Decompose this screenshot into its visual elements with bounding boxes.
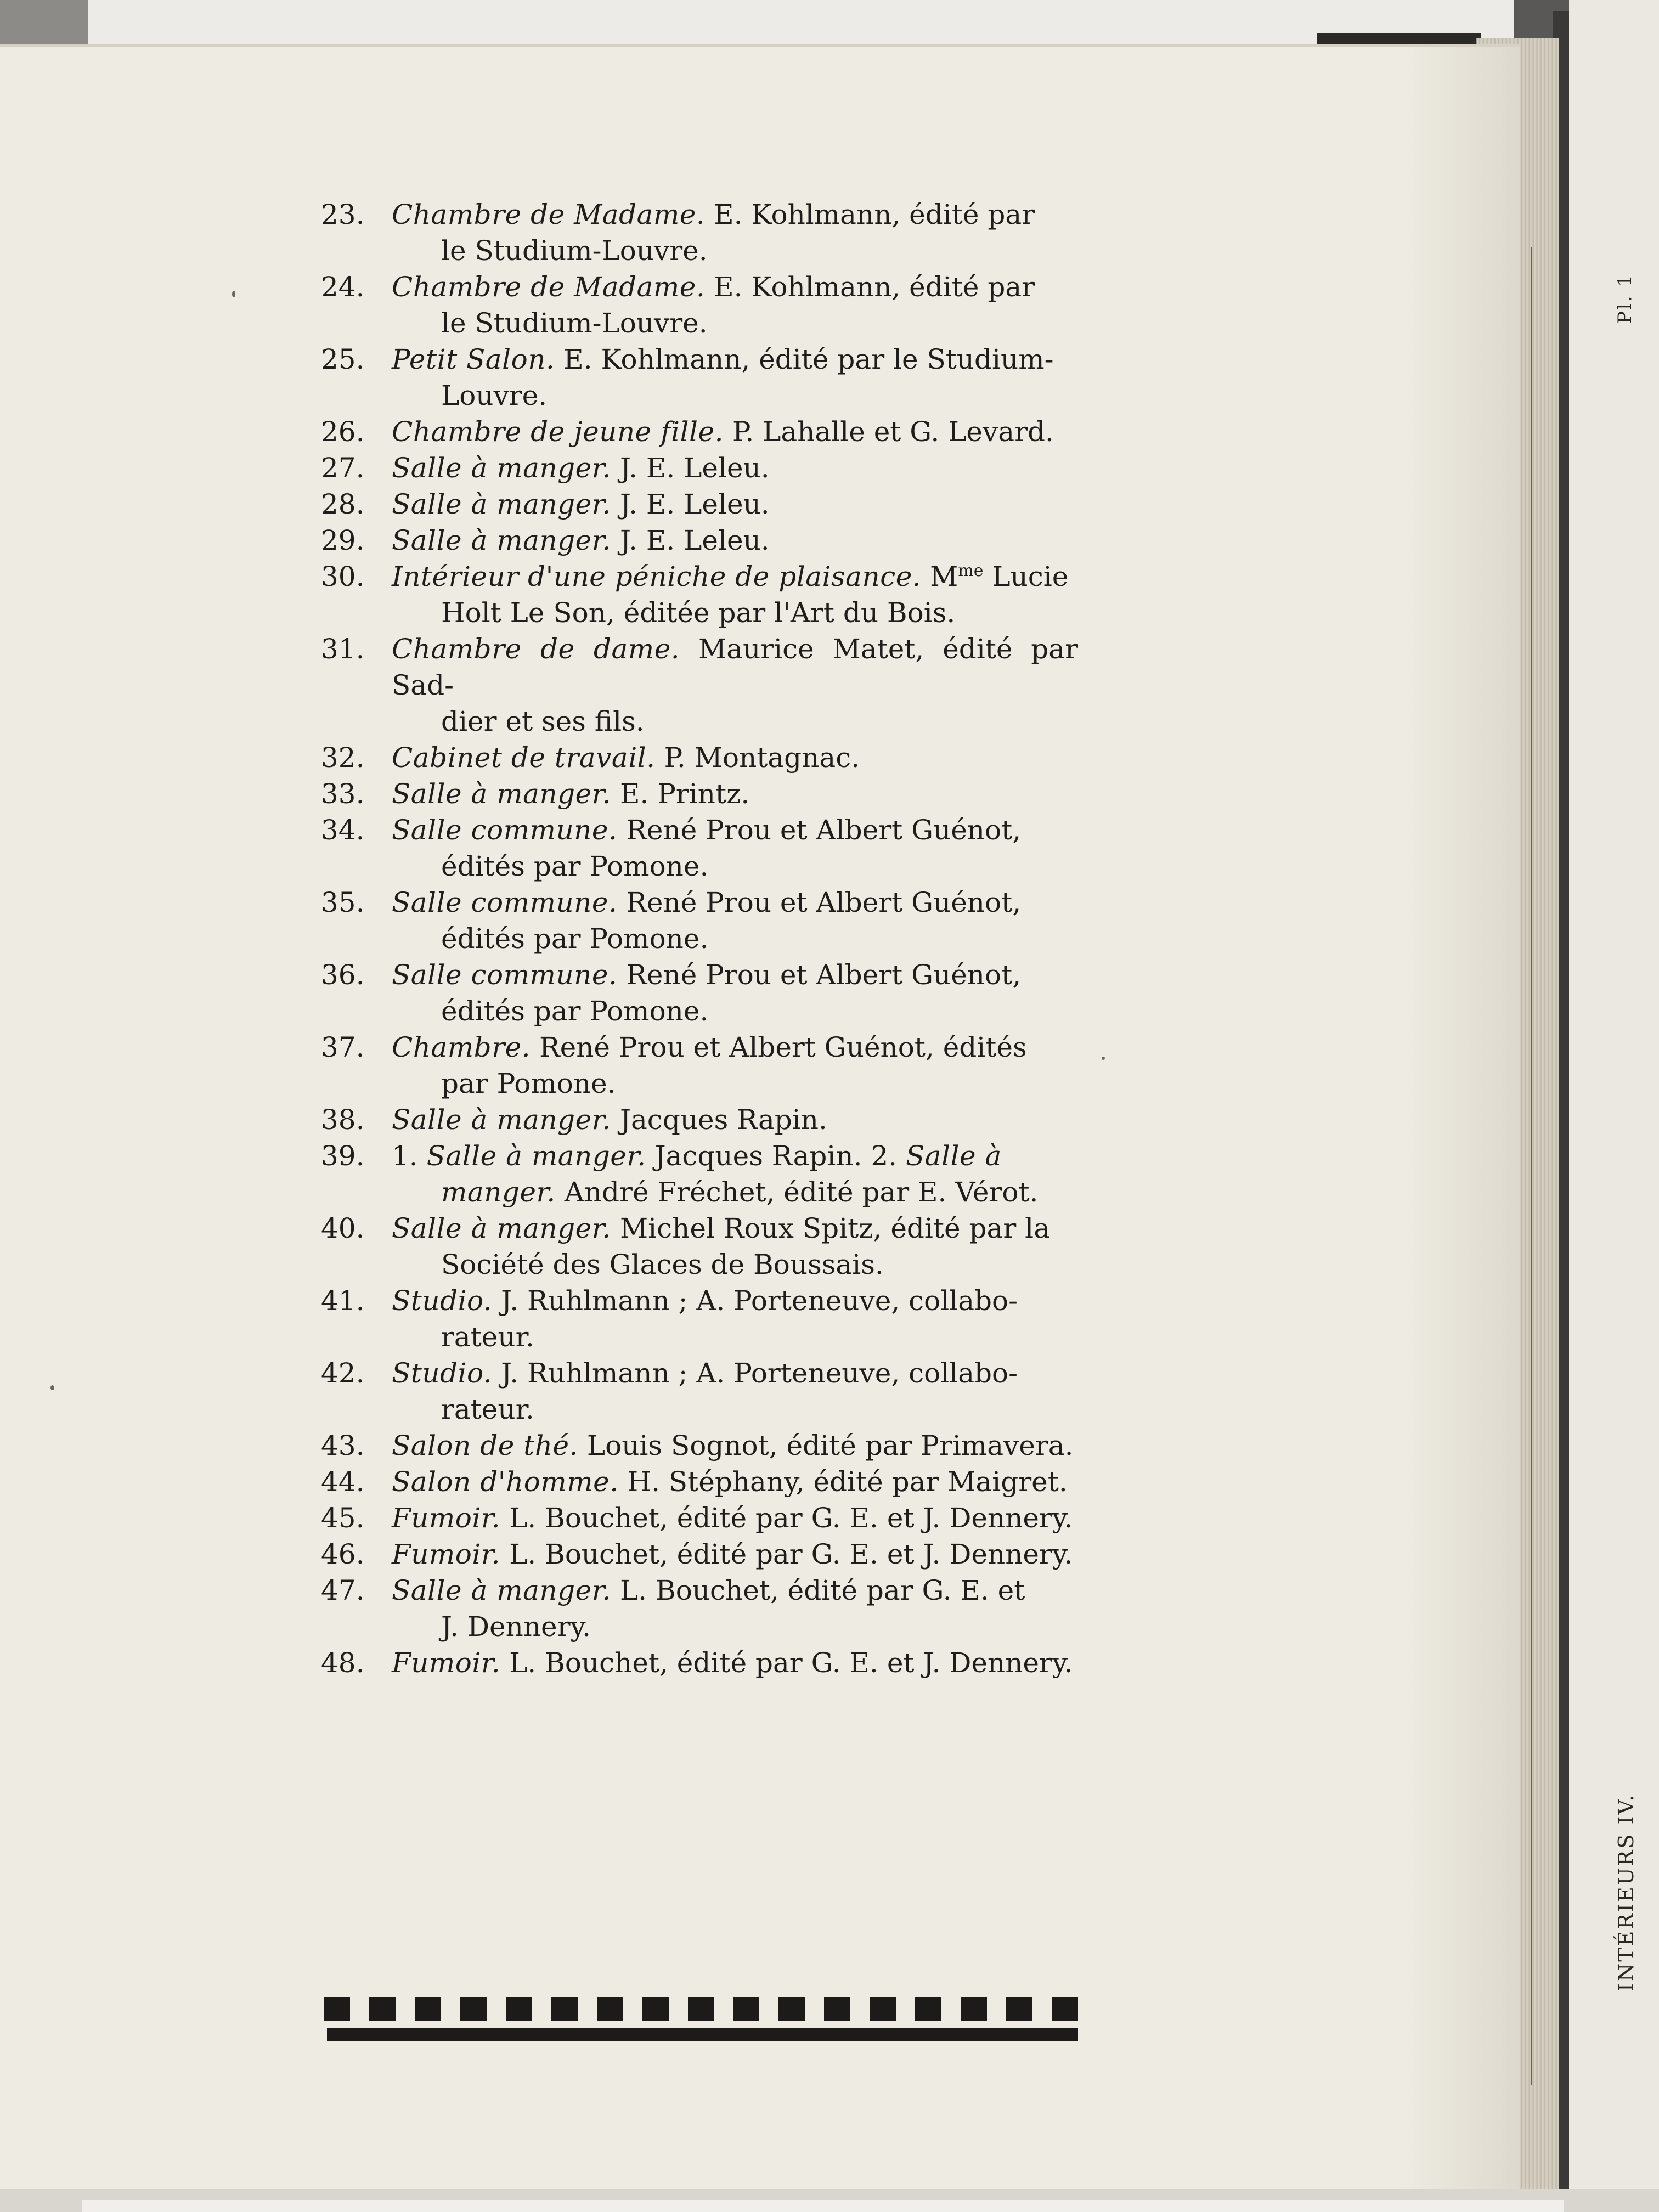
- entry-line: [392, 196, 1078, 233]
- entry-line: [392, 776, 1078, 812]
- plate-number: 23.: [321, 199, 365, 230]
- entry-line: [392, 341, 1078, 377]
- entry-continuation: [392, 1609, 1078, 1645]
- list-item: [321, 776, 1078, 812]
- designer-text: Société des Glaces de Boussais.: [441, 1249, 884, 1280]
- plate-number: 29.: [321, 524, 365, 556]
- plate-number: 40.: [321, 1212, 365, 1244]
- entry-line: [392, 1102, 1078, 1138]
- designer-text: P. Montagnac.: [655, 742, 860, 774]
- designer-text: par Pomone.: [441, 1068, 616, 1099]
- plate-number: 48.: [321, 1647, 365, 1679]
- entry-line: [392, 631, 1078, 703]
- designer-text: Lucie: [983, 561, 1069, 592]
- entry-continuation: [392, 993, 1078, 1029]
- room-title: Salle commune.: [392, 887, 618, 918]
- entry-continuation: [392, 233, 1078, 269]
- plate-number: 41.: [321, 1285, 365, 1317]
- list-item: [321, 1355, 1078, 1427]
- ornament-square: [1052, 1997, 1078, 2021]
- entry-line: [392, 414, 1078, 450]
- ornament-square: [915, 1997, 941, 2021]
- entry-continuation: [392, 1246, 1078, 1283]
- room-title: Salle à manger.: [392, 524, 612, 556]
- plate-number: 44.: [321, 1466, 365, 1498]
- plate-number: 26.: [321, 416, 365, 448]
- entry-line: [392, 1283, 1078, 1319]
- volume-title: INTÉRIEURS IV.: [1614, 1793, 1638, 1991]
- entry-continuation: [392, 595, 1078, 631]
- room-title: Fumoir.: [392, 1502, 501, 1534]
- plate-number: 36.: [321, 959, 365, 991]
- list-item: [321, 522, 1078, 558]
- plate-number: 46.: [321, 1538, 365, 1570]
- list-item: [321, 631, 1078, 740]
- room-title: Chambre de jeune fille.: [392, 416, 724, 448]
- room-title: Salle commune.: [392, 814, 618, 846]
- designer-text: René Prou et Albert Guénot,: [617, 814, 1022, 846]
- room-title: Studio.: [392, 1357, 493, 1389]
- ornament-square: [778, 1997, 805, 2021]
- designer-text: René Prou et Albert Guénot,: [617, 959, 1022, 991]
- plate-label: Pl. 1: [1614, 273, 1636, 324]
- designer-text: René Prou et Albert Guénot,: [617, 887, 1022, 918]
- designer-text: édités par Pomone.: [441, 850, 709, 882]
- list-item: [321, 1210, 1078, 1283]
- designer-text: Louis Sognot, édité par Primavera.: [578, 1430, 1074, 1462]
- room-title: Studio.: [392, 1285, 493, 1317]
- plate-number: 30.: [321, 561, 365, 592]
- entry-line: [392, 1355, 1078, 1391]
- page-gutter-shadow: [1404, 47, 1520, 2205]
- designer-text: E. Printz.: [611, 778, 750, 810]
- dust-speck: [1102, 1057, 1105, 1060]
- plate-number: 45.: [321, 1502, 365, 1534]
- plate-number: 47.: [321, 1575, 365, 1606]
- list-item: [321, 414, 1078, 450]
- designer-text: P. Lahalle et G. Levard.: [724, 416, 1054, 448]
- designer-text: Jacques Rapin. 2.: [646, 1140, 906, 1172]
- dust-speck: [232, 291, 235, 297]
- entry-line: [392, 1138, 1078, 1174]
- entry-line: [392, 486, 1078, 522]
- entry-line: [392, 522, 1078, 558]
- entry-line: [392, 1427, 1078, 1464]
- list-item: [321, 1427, 1078, 1464]
- designer-text: Louvre.: [441, 380, 548, 411]
- designer-text: Holt Le Son, éditée par l'Art du Bois.: [441, 597, 956, 629]
- designer-text: E. Kohlmann, édité par le Studium-: [555, 343, 1054, 375]
- plate-number: 33.: [321, 778, 365, 810]
- list-item: [321, 486, 1078, 522]
- entry-continuation: [392, 703, 1078, 740]
- entry-continuation: [392, 305, 1078, 341]
- room-title: Chambre de dame.: [392, 633, 680, 665]
- room-title: Chambre de Madame.: [392, 271, 706, 303]
- ornament-square: [642, 1997, 669, 2021]
- page-gutter-line: [1531, 247, 1532, 2085]
- plate-number: 42.: [321, 1357, 365, 1389]
- room-title: Salon d'homme.: [392, 1466, 619, 1498]
- room-title: Salle commune.: [392, 959, 618, 991]
- entry-continuation: [392, 848, 1078, 884]
- list-item: [321, 1464, 1078, 1500]
- ornament-bar: [327, 2028, 1078, 2041]
- designer-text: Michel Roux Spitz, édité par la: [611, 1212, 1050, 1244]
- entry-line: [392, 1572, 1078, 1609]
- room-title: Chambre de Madame.: [392, 199, 706, 230]
- room-title: Salle à manger.: [392, 1212, 612, 1244]
- list-item: [321, 450, 1078, 486]
- ornament-square: [870, 1997, 896, 2021]
- plate-list: [321, 196, 1078, 1681]
- background-paper-top: [88, 0, 1514, 49]
- designer-text: H. Stéphany, édité par Maigret.: [618, 1466, 1068, 1498]
- entry-prefix: 1.: [392, 1140, 427, 1172]
- entry-line: [392, 269, 1078, 305]
- room-title: Salle à: [905, 1140, 1002, 1172]
- ornament-square: [369, 1997, 396, 2021]
- ornament-square: [1006, 1997, 1032, 2021]
- ornament-square: [824, 1997, 850, 2021]
- room-title: Chambre.: [392, 1031, 531, 1063]
- designer-text: J. Ruhlmann ; A. Porteneuve, collabo-: [492, 1357, 1018, 1389]
- designer-text: rateur.: [441, 1321, 534, 1353]
- entry-line: [392, 450, 1078, 486]
- entry-continuation: [392, 1391, 1078, 1427]
- ornament-square: [551, 1997, 578, 2021]
- ornament-square: [324, 1997, 350, 2021]
- entry-continuation: [392, 1174, 1078, 1210]
- room-title: Salle à manger.: [426, 1140, 646, 1172]
- plate-number: 34.: [321, 814, 365, 846]
- plate-number: 32.: [321, 742, 365, 774]
- ornament-square: [688, 1997, 714, 2021]
- designer-text: L. Bouchet, édité par G. E. et J. Dennery.: [500, 1538, 1073, 1570]
- entry-line: [392, 812, 1078, 848]
- designer-text: J. Ruhlmann ; A. Porteneuve, collabo-: [492, 1285, 1018, 1317]
- entry-line: [392, 1500, 1078, 1536]
- room-title: Cabinet de travail.: [392, 742, 656, 774]
- room-title: manger.: [441, 1176, 556, 1208]
- plate-number: 28.: [321, 488, 365, 520]
- ornament-square: [961, 1997, 987, 2021]
- plate-number: 31.: [321, 633, 365, 665]
- list-item: [321, 812, 1078, 884]
- entry-line: [392, 1029, 1078, 1065]
- room-title: Salle à manger.: [392, 488, 612, 520]
- room-title: Intérieur d'une péniche de plaisance.: [392, 561, 922, 592]
- ornament-square: [733, 1997, 759, 2021]
- entry-continuation: [392, 1319, 1078, 1355]
- designer-text: E. Kohlmann, édité par: [705, 199, 1035, 230]
- list-item: [321, 884, 1078, 957]
- room-title: Salle à manger.: [392, 1575, 612, 1606]
- list-item: [321, 1536, 1078, 1572]
- designer-text: rateur.: [441, 1393, 534, 1425]
- list-item: [321, 558, 1078, 631]
- designer-text: M: [921, 561, 958, 592]
- designer-text: le Studium-Louvre.: [441, 235, 708, 267]
- entry-line: [392, 884, 1078, 921]
- plate-number: 35.: [321, 887, 365, 918]
- list-item: [321, 341, 1078, 414]
- entry-line: [392, 1464, 1078, 1500]
- dust-speck: [50, 1385, 54, 1390]
- entry-line: [392, 1536, 1078, 1572]
- plate-number: 25.: [321, 343, 365, 375]
- designer-text: L. Bouchet, édité par G. E. et J. Dennery.: [500, 1502, 1073, 1534]
- ornament-square: [415, 1997, 441, 2021]
- ornament-square: [460, 1997, 487, 2021]
- background-bottom-strip: [82, 2200, 1564, 2212]
- list-item: [321, 1102, 1078, 1138]
- list-item: [321, 196, 1078, 269]
- plate-number: 24.: [321, 271, 365, 303]
- list-item: [321, 1500, 1078, 1536]
- ornament-border: [324, 1997, 1078, 2039]
- list-item: [321, 269, 1078, 341]
- designer-text: édités par Pomone.: [441, 923, 709, 955]
- list-item: [321, 740, 1078, 776]
- room-title: Salle à manger.: [392, 778, 612, 810]
- entry-line: [392, 957, 1078, 993]
- designer-text: E. Kohlmann, édité par: [705, 271, 1035, 303]
- plate-number: 27.: [321, 452, 365, 484]
- designer-text: J. Dennery.: [441, 1611, 591, 1643]
- superscript: me: [958, 561, 984, 580]
- designer-text: J. E. Leleu.: [611, 452, 770, 484]
- designer-text: Maurice Matet, édité par Sad-: [392, 633, 1078, 701]
- room-title: Salon de thé.: [392, 1430, 579, 1462]
- list-item: [321, 1283, 1078, 1355]
- designer-text: L. Bouchet, édité par G. E. et: [611, 1575, 1025, 1606]
- designer-text: J. E. Leleu.: [611, 524, 770, 556]
- plate-number: 37.: [321, 1031, 365, 1063]
- designer-text: édités par Pomone.: [441, 995, 709, 1027]
- designer-text: Jacques Rapin.: [611, 1104, 827, 1136]
- list-item: [321, 1572, 1078, 1645]
- designer-text: dier et ses fils.: [441, 706, 645, 737]
- ornament-square: [597, 1997, 623, 2021]
- list-item: [321, 957, 1078, 1029]
- entry-line: [392, 740, 1078, 776]
- ornament-square: [506, 1997, 532, 2021]
- room-title: Fumoir.: [392, 1538, 501, 1570]
- room-title: Fumoir.: [392, 1647, 501, 1679]
- room-title: Salle à manger.: [392, 1104, 612, 1136]
- entry-continuation: [392, 1065, 1078, 1102]
- entry-line: [392, 1210, 1078, 1246]
- list-item: [321, 1645, 1078, 1681]
- room-title: Petit Salon.: [392, 343, 555, 375]
- plate-number: 43.: [321, 1430, 365, 1462]
- list-item: [321, 1138, 1078, 1210]
- designer-text: André Fréchet, édité par E. Vérot.: [555, 1176, 1039, 1208]
- designer-text: René Prou et Albert Guénot, édités: [531, 1031, 1027, 1063]
- plate-number: 38.: [321, 1104, 365, 1136]
- list-item: [321, 1029, 1078, 1102]
- plate-number: 39.: [321, 1140, 365, 1172]
- entry-continuation: [392, 921, 1078, 957]
- designer-text: le Studium-Louvre.: [441, 307, 708, 339]
- entry-line: [392, 558, 1078, 595]
- entry-line: [392, 1645, 1078, 1681]
- room-title: Salle à manger.: [392, 452, 612, 484]
- entry-continuation: [392, 377, 1078, 414]
- designer-text: J. E. Leleu.: [611, 488, 770, 520]
- designer-text: L. Bouchet, édité par G. E. et J. Dennery.: [500, 1647, 1073, 1679]
